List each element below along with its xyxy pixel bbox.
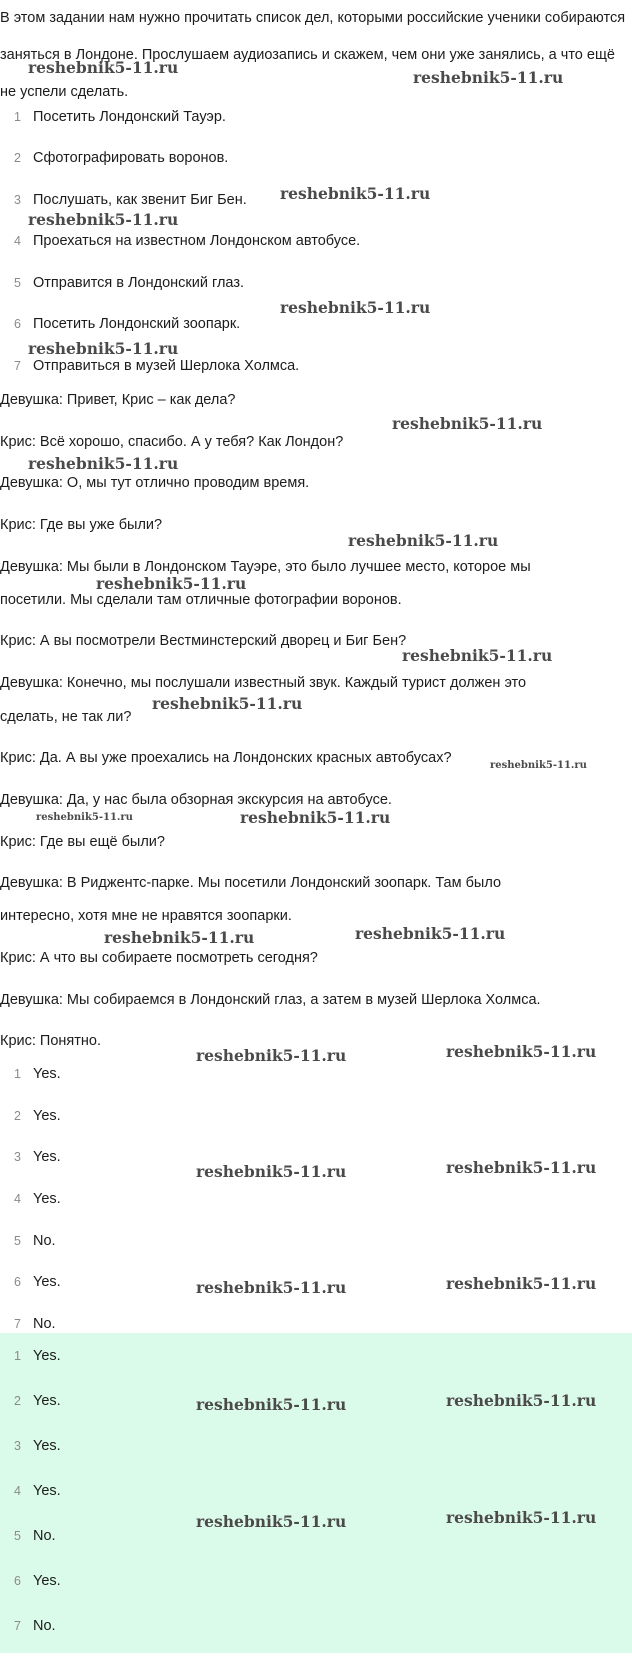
item-text: No. — [33, 1233, 56, 1249]
watermark: reshebnik5-11.ru — [36, 812, 133, 823]
item-number: 5 — [14, 1529, 21, 1543]
dialogue-line: посетили. Мы сделали там отличные фотографии воронов. — [0, 592, 402, 608]
dialogue-line: Крис: Где вы ещё были? — [0, 834, 165, 850]
item-number: 4 — [14, 1192, 21, 1206]
item-number: 6 — [14, 1574, 21, 1588]
watermark: reshebnik5-11.ru — [446, 1391, 597, 1410]
watermark: reshebnik5-11.ru — [392, 414, 543, 433]
item-number: 2 — [14, 1109, 21, 1123]
item-text: Отправится в Лондонский глаз. — [33, 275, 244, 291]
watermark: reshebnik5-11.ru — [28, 210, 179, 229]
watermark: reshebnik5-11.ru — [446, 1508, 597, 1527]
item-text: Yes. — [33, 1149, 61, 1165]
item-text: Посетить Лондонский Тауэр. — [33, 109, 226, 125]
dialogue-line: Крис: А вы посмотрели Вестминстерский дворец и Биг Бен? — [0, 633, 407, 649]
dialogue-line: интересно, хотя мне не нравятся зоопарки. — [0, 908, 292, 924]
item-text: Yes. — [33, 1066, 61, 1082]
item-number: 2 — [14, 1394, 21, 1408]
watermark: reshebnik5-11.ru — [28, 339, 179, 358]
watermark: reshebnik5-11.ru — [28, 454, 179, 473]
item-number: 4 — [14, 234, 21, 248]
dialogue-line: Крис: Где вы уже были? — [0, 517, 163, 533]
item-text: Yes. — [33, 1483, 61, 1499]
item-text: Yes. — [33, 1348, 61, 1364]
item-text: Yes. — [33, 1438, 61, 1454]
item-number: 1 — [14, 1067, 21, 1081]
watermark: reshebnik5-11.ru — [196, 1046, 347, 1065]
item-number: 7 — [14, 1317, 21, 1331]
dialogue-line: Девушка: Мы были в Лондонском Тауэре, это было лучшее место, которое мы — [0, 559, 531, 575]
item-text: Yes. — [33, 1274, 61, 1290]
dialogue-line: сделать, не так ли? — [0, 709, 132, 725]
dialogue-line: Крис: Понятно. — [0, 1033, 102, 1049]
item-text: No. — [33, 1316, 56, 1332]
dialogue-line: Крис: Да. А вы уже проехались на Лондонских красных автобусах? — [0, 750, 452, 766]
watermark: reshebnik5-11.ru — [196, 1162, 347, 1181]
watermark: reshebnik5-11.ru — [446, 1158, 597, 1177]
watermark: reshebnik5-11.ru — [348, 531, 499, 550]
dialogue-line: Девушка: Мы собираемся в Лондонский глаз, а затем в музей Шерлока Холмса. — [0, 992, 541, 1008]
item-number: 4 — [14, 1484, 21, 1498]
item-number: 6 — [14, 1275, 21, 1289]
watermark: reshebnik5-11.ru — [446, 1274, 597, 1293]
item-text: Сфотографировать воронов. — [33, 150, 229, 166]
item-number: 6 — [14, 317, 21, 331]
watermark: reshebnik5-11.ru — [280, 298, 431, 317]
item-text: Yes. — [33, 1108, 61, 1124]
watermark: reshebnik5-11.ru — [446, 1042, 597, 1061]
item-text: No. — [33, 1618, 56, 1634]
dialogue-line: Девушка: В Риджентс-парке. Мы посетили Лондонский зоопарк. Там было — [0, 875, 502, 891]
watermark: reshebnik5-11.ru — [196, 1512, 347, 1531]
item-number: 3 — [14, 1150, 21, 1164]
watermark: reshebnik5-11.ru — [240, 808, 391, 827]
item-number: 1 — [14, 110, 21, 124]
dialogue-line: Девушка: Конечно, мы послушали известный звук. Каждый турист должен это — [0, 675, 527, 691]
watermark: reshebnik5-11.ru — [152, 694, 303, 713]
dialogue-line: Девушка: Привет, Крис – как дела? — [0, 392, 236, 408]
item-text: Yes. — [33, 1573, 61, 1589]
watermark: reshebnik5-11.ru — [104, 928, 255, 947]
highlighted-answers-block — [0, 1333, 632, 1653]
watermark: reshebnik5-11.ru — [490, 760, 587, 771]
item-text: Yes. — [33, 1191, 61, 1207]
watermark: reshebnik5-11.ru — [196, 1278, 347, 1297]
item-number: 7 — [14, 1619, 21, 1633]
item-text: Послушать, как звенит Биг Бен. — [33, 192, 247, 208]
item-number: 7 — [14, 359, 21, 373]
item-number: 3 — [14, 1439, 21, 1453]
item-number: 5 — [14, 276, 21, 290]
item-number: 1 — [14, 1349, 21, 1363]
dialogue-line: Девушка: О, мы тут отлично проводим время. — [0, 475, 310, 491]
dialogue-line: Крис: Всё хорошо, спасибо. А у тебя? Как Лондон? — [0, 434, 344, 450]
watermark: reshebnik5-11.ru — [402, 646, 553, 665]
item-text: Проехаться на известном Лондонском автобусе. — [33, 233, 361, 249]
intro-paragraph: В этом задании нам нужно прочитать список дел, которыми российские ученики собираются заняться в Лондоне. Прослушаем аудиозапись и скажем, чем они уже занялись, а что ещё не успели сделать. — [0, 10, 626, 100]
item-text: Yes. — [33, 1393, 61, 1409]
watermark: reshebnik5-11.ru — [196, 1395, 347, 1414]
dialogue-line: Крис: А что вы собираете посмотреть сегодня? — [0, 950, 318, 966]
item-text: Отправиться в музей Шерлока Холмса. — [33, 358, 300, 374]
dialogue-line: Девушка: Да, у нас была обзорная экскурсия на автобусе. — [0, 792, 392, 808]
item-number: 3 — [14, 193, 21, 207]
item-text: Посетить Лондонский зоопарк. — [33, 316, 241, 332]
item-text: No. — [33, 1528, 56, 1544]
item-number: 2 — [14, 151, 21, 165]
item-number: 5 — [14, 1234, 21, 1248]
watermark: reshebnik5-11.ru — [413, 68, 564, 87]
watermark: reshebnik5-11.ru — [96, 574, 247, 593]
watermark: reshebnik5-11.ru — [280, 184, 431, 203]
watermark: reshebnik5-11.ru — [28, 58, 179, 77]
watermark: reshebnik5-11.ru — [355, 924, 506, 943]
